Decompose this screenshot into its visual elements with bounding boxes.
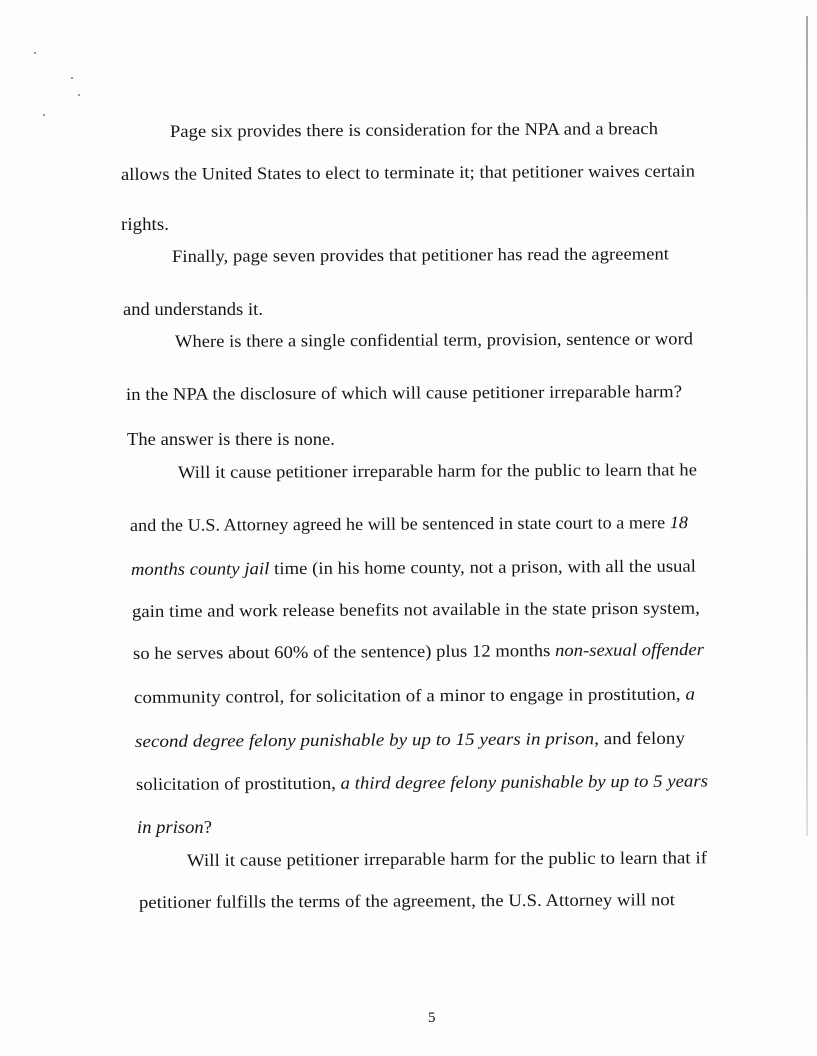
text-segment: and the U.S. Attorney agreed he will be sentenced in state court to a mere (129, 512, 670, 535)
italic-text-segment: second degree felony punishable by up to 15 years in prison (134, 728, 595, 751)
text-segment: petitioner fulfills the terms of the agreement, the U.S. Attorney will not (138, 889, 676, 912)
text-line (175, 327, 693, 352)
text-line (121, 159, 695, 185)
italic-text-segment: months county jail (130, 558, 270, 579)
text-segment: , and felony (594, 727, 686, 749)
text-segment: Where is there a single confidential term, provision, sentence or word (174, 328, 694, 351)
italic-text-segment: non-sexual offender (554, 639, 705, 661)
text-line (172, 242, 669, 267)
text-segment: solicitation of prostitution, (135, 772, 341, 794)
text-line (132, 597, 700, 622)
text-segment: The answer is there is none. (127, 429, 336, 449)
scan-speck (43, 114, 45, 116)
text-line (170, 117, 658, 142)
italic-text-segment: in prison (137, 817, 204, 837)
text-line (133, 638, 704, 664)
text-segment: gain time and work release benefits not available in the state prison system, (131, 597, 701, 621)
text-line (136, 770, 708, 795)
scan-edge-shadow (806, 16, 808, 836)
scan-speck (71, 77, 73, 79)
text-line (131, 555, 696, 580)
text-segment: Will it cause petitioner irreparable harm for the public to learn that he (177, 459, 698, 482)
italic-text-segment: a (685, 683, 696, 704)
text-line (178, 458, 697, 483)
text-segment: community control, for solicitation of a minor to engage in prostitution, (133, 683, 686, 707)
text-segment: and understands it. (123, 299, 263, 319)
text-line (123, 298, 263, 320)
page-number: 5 (428, 1010, 436, 1026)
text-line (137, 816, 212, 838)
text-segment: Page six provides there is consideration for the NPA and a breach (169, 118, 659, 141)
text-line (126, 380, 682, 405)
scan-speck (78, 94, 80, 96)
text-line (127, 428, 335, 450)
text-line (121, 213, 169, 235)
text-line (139, 888, 675, 913)
text-line (187, 846, 707, 871)
text-segment: in the NPA the disclosure of which will cause petitioner irreparable harm? (125, 381, 683, 404)
text-segment: ? (203, 817, 212, 837)
text-segment: Finally, page seven provides that petitioner has read the agreement (171, 243, 670, 266)
text-segment: Will it cause petitioner irreparable harm for the public to learn that if (186, 847, 708, 870)
text-line (134, 683, 695, 708)
scan-speck (34, 52, 36, 54)
text-line (135, 727, 685, 752)
text-segment: time (in his home county, not a prison, with all the usual (269, 555, 697, 579)
italic-text-segment: 18 (669, 512, 689, 533)
text-line (130, 511, 688, 536)
text-segment: rights. (121, 214, 170, 234)
text-segment: so he serves about 60% of the sentence) plus 12 months (132, 640, 556, 663)
italic-text-segment: a third degree felony punishable by up to 5 years (340, 770, 709, 793)
text-segment: allows the United States to elect to terminate it; that petitioner waives certain (120, 160, 696, 184)
